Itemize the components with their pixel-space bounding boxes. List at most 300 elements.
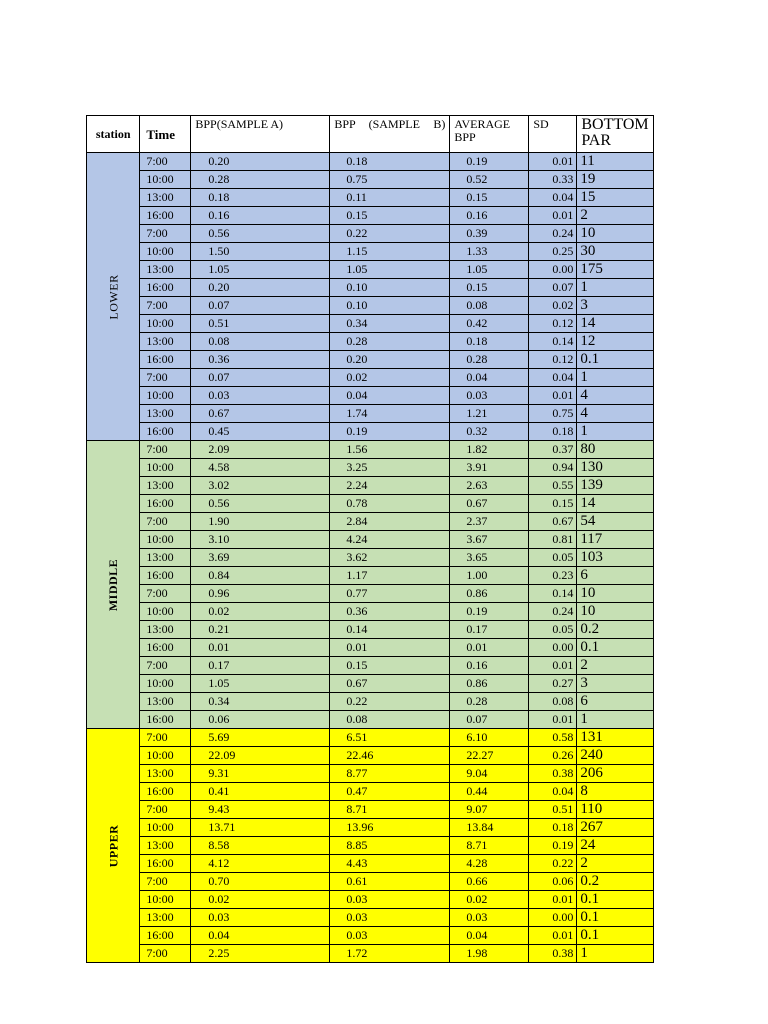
table-row	[87, 837, 654, 855]
sd-cell: 0.15	[529, 495, 577, 513]
bottom-par-cell: 131	[577, 729, 654, 747]
bottom-par-cell: 11	[577, 153, 654, 171]
sd-cell: 0.75	[529, 405, 577, 423]
table-row	[87, 549, 654, 567]
sample-b-cell: 0.75	[330, 171, 450, 189]
time-cell: 13:00	[140, 405, 191, 423]
average-cell: 0.52	[450, 171, 529, 189]
station-upper-cell	[87, 729, 140, 963]
time-cell: 10:00	[140, 459, 191, 477]
sample-b-cell: 0.22	[330, 225, 450, 243]
station-middle-cell	[87, 441, 140, 729]
sample-a-cell: 0.01	[191, 639, 330, 657]
average-cell: 0.02	[450, 891, 529, 909]
time-cell: 7:00	[140, 585, 191, 603]
sample-b-cell: 0.28	[330, 333, 450, 351]
bottom-par-cell: 240	[577, 747, 654, 765]
sample-b-cell: 1.72	[330, 945, 450, 963]
average-cell: 0.28	[450, 351, 529, 369]
time-cell: 16:00	[140, 495, 191, 513]
sample-a-cell: 1.05	[191, 261, 330, 279]
table-row	[87, 279, 654, 297]
table-row	[87, 333, 654, 351]
table-row	[87, 801, 654, 819]
sample-b-cell: 1.17	[330, 567, 450, 585]
sample-a-cell: 13.71	[191, 819, 330, 837]
table-row	[87, 243, 654, 261]
time-cell: 7:00	[140, 801, 191, 819]
average-cell: 1.00	[450, 567, 529, 585]
bottom-par-cell: 0.1	[577, 639, 654, 657]
sample-a-cell: 0.41	[191, 783, 330, 801]
average-cell: 3.91	[450, 459, 529, 477]
average-cell: 1.33	[450, 243, 529, 261]
sample-a-cell: 0.34	[191, 693, 330, 711]
sample-a-cell: 0.56	[191, 225, 330, 243]
sample-b-cell: 2.84	[330, 513, 450, 531]
sample-b-cell: 1.15	[330, 243, 450, 261]
average-cell: 1.05	[450, 261, 529, 279]
average-cell: 0.04	[450, 369, 529, 387]
sample-a-cell: 0.67	[191, 405, 330, 423]
table-row	[87, 495, 654, 513]
sd-cell: 0.81	[529, 531, 577, 549]
table-row	[87, 459, 654, 477]
sample-a-cell: 0.08	[191, 333, 330, 351]
average-cell: 0.19	[450, 603, 529, 621]
bottom-par-cell: 8	[577, 783, 654, 801]
sample-a-cell: 2.25	[191, 945, 330, 963]
sample-a-cell: 5.69	[191, 729, 330, 747]
sample-a-cell: 0.16	[191, 207, 330, 225]
sample-a-cell: 1.05	[191, 675, 330, 693]
bottom-par-cell: 6	[577, 567, 654, 585]
time-cell: 10:00	[140, 819, 191, 837]
table-row	[87, 909, 654, 927]
sd-cell: 0.00	[529, 639, 577, 657]
table-row	[87, 747, 654, 765]
time-cell: 10:00	[140, 675, 191, 693]
table-row	[87, 405, 654, 423]
average-cell: 0.39	[450, 225, 529, 243]
time-cell: 10:00	[140, 747, 191, 765]
table-row	[87, 693, 654, 711]
average-cell: 0.42	[450, 315, 529, 333]
sample-b-cell: 8.85	[330, 837, 450, 855]
sample-a-cell: 0.70	[191, 873, 330, 891]
time-cell: 13:00	[140, 765, 191, 783]
table-row	[87, 603, 654, 621]
time-cell: 7:00	[140, 873, 191, 891]
sample-a-cell: 0.28	[191, 171, 330, 189]
header-sample-b: BPP (SAMPLE B)	[330, 116, 450, 153]
sample-a-cell: 0.51	[191, 315, 330, 333]
table-row	[87, 477, 654, 495]
table-row	[87, 171, 654, 189]
sd-cell: 0.58	[529, 729, 577, 747]
sample-b-cell: 0.03	[330, 909, 450, 927]
bottom-par-cell: 0.1	[577, 891, 654, 909]
time-cell: 7:00	[140, 369, 191, 387]
time-cell: 16:00	[140, 927, 191, 945]
sd-cell: 0.05	[529, 549, 577, 567]
sample-b-cell: 0.36	[330, 603, 450, 621]
average-cell: 1.82	[450, 441, 529, 459]
sample-a-cell: 0.02	[191, 603, 330, 621]
sample-b-cell: 6.51	[330, 729, 450, 747]
time-cell: 16:00	[140, 351, 191, 369]
table-row	[87, 351, 654, 369]
sample-a-cell: 0.20	[191, 153, 330, 171]
table-row	[87, 657, 654, 675]
bottom-par-cell: 110	[577, 801, 654, 819]
time-cell: 13:00	[140, 693, 191, 711]
bottom-par-cell: 24	[577, 837, 654, 855]
sample-b-cell: 0.77	[330, 585, 450, 603]
bottom-par-cell: 117	[577, 531, 654, 549]
time-cell: 16:00	[140, 783, 191, 801]
sample-a-cell: 9.31	[191, 765, 330, 783]
table-row	[87, 225, 654, 243]
sd-cell: 0.04	[529, 189, 577, 207]
table-row	[87, 567, 654, 585]
header-station: station	[87, 116, 140, 153]
table-row	[87, 765, 654, 783]
average-cell: 9.04	[450, 765, 529, 783]
sd-cell: 0.05	[529, 621, 577, 639]
bottom-par-cell: 1	[577, 711, 654, 729]
table-row	[87, 441, 654, 459]
table-row	[87, 675, 654, 693]
sample-a-cell: 0.20	[191, 279, 330, 297]
sample-b-cell: 0.08	[330, 711, 450, 729]
table-row	[87, 207, 654, 225]
sd-cell: 0.07	[529, 279, 577, 297]
sample-b-cell: 0.61	[330, 873, 450, 891]
time-cell: 7:00	[140, 513, 191, 531]
time-cell: 13:00	[140, 837, 191, 855]
sd-cell: 0.23	[529, 567, 577, 585]
sample-a-cell: 3.02	[191, 477, 330, 495]
time-cell: 7:00	[140, 945, 191, 963]
sample-b-cell: 0.78	[330, 495, 450, 513]
table-row	[87, 855, 654, 873]
sd-cell: 0.24	[529, 225, 577, 243]
time-cell: 13:00	[140, 333, 191, 351]
sd-cell: 0.12	[529, 315, 577, 333]
sd-cell: 0.08	[529, 693, 577, 711]
sample-a-cell: 0.02	[191, 891, 330, 909]
sample-b-cell: 1.74	[330, 405, 450, 423]
bottom-par-cell: 10	[577, 603, 654, 621]
average-cell: 0.07	[450, 711, 529, 729]
average-cell: 2.63	[450, 477, 529, 495]
sd-cell: 0.25	[529, 243, 577, 261]
bottom-par-cell: 3	[577, 297, 654, 315]
time-cell: 16:00	[140, 711, 191, 729]
sample-b-cell: 22.46	[330, 747, 450, 765]
sample-b-cell: 0.15	[330, 657, 450, 675]
station-label: MIDDLE	[106, 558, 121, 611]
sd-cell: 0.06	[529, 873, 577, 891]
table-row	[87, 873, 654, 891]
bottom-par-cell: 80	[577, 441, 654, 459]
sd-cell: 0.00	[529, 261, 577, 279]
sample-b-cell: 1.05	[330, 261, 450, 279]
sample-a-cell: 0.03	[191, 387, 330, 405]
table-row	[87, 621, 654, 639]
bottom-par-cell: 30	[577, 243, 654, 261]
time-cell: 7:00	[140, 729, 191, 747]
bottom-par-cell: 0.2	[577, 621, 654, 639]
sd-cell: 0.18	[529, 423, 577, 441]
sample-a-cell: 0.06	[191, 711, 330, 729]
table-row	[87, 531, 654, 549]
table-row	[87, 423, 654, 441]
sd-cell: 0.51	[529, 801, 577, 819]
sd-cell: 0.22	[529, 855, 577, 873]
sd-cell: 0.67	[529, 513, 577, 531]
bottom-par-cell: 1	[577, 945, 654, 963]
time-cell: 10:00	[140, 243, 191, 261]
average-cell: 0.17	[450, 621, 529, 639]
sample-b-cell: 0.01	[330, 639, 450, 657]
average-cell: 22.27	[450, 747, 529, 765]
sample-b-cell: 0.04	[330, 387, 450, 405]
sample-b-cell: 2.24	[330, 477, 450, 495]
time-cell: 10:00	[140, 171, 191, 189]
average-cell: 3.67	[450, 531, 529, 549]
sample-a-cell: 0.45	[191, 423, 330, 441]
table-row	[87, 387, 654, 405]
sample-b-cell: 0.67	[330, 675, 450, 693]
sample-b-cell: 3.62	[330, 549, 450, 567]
sample-a-cell: 0.56	[191, 495, 330, 513]
average-cell: 0.32	[450, 423, 529, 441]
time-cell: 10:00	[140, 387, 191, 405]
sd-cell: 0.38	[529, 945, 577, 963]
sample-b-cell: 0.47	[330, 783, 450, 801]
table-row	[87, 729, 654, 747]
bottom-par-cell: 10	[577, 585, 654, 603]
time-cell: 16:00	[140, 207, 191, 225]
average-cell: 0.86	[450, 675, 529, 693]
bottom-par-cell: 54	[577, 513, 654, 531]
sample-a-cell: 0.84	[191, 567, 330, 585]
bottom-par-cell: 103	[577, 549, 654, 567]
sample-a-cell: 4.12	[191, 855, 330, 873]
sd-cell: 0.38	[529, 765, 577, 783]
bottom-par-cell: 175	[577, 261, 654, 279]
table-row	[87, 891, 654, 909]
sample-b-cell: 4.24	[330, 531, 450, 549]
average-cell: 0.03	[450, 909, 529, 927]
bottom-par-cell: 2	[577, 855, 654, 873]
table-row	[87, 513, 654, 531]
average-cell: 2.37	[450, 513, 529, 531]
bottom-par-cell: 130	[577, 459, 654, 477]
sample-a-cell: 2.09	[191, 441, 330, 459]
sample-b-cell: 8.71	[330, 801, 450, 819]
table-row	[87, 945, 654, 963]
sample-a-cell: 3.10	[191, 531, 330, 549]
sample-b-cell: 0.15	[330, 207, 450, 225]
header-sample-a: BPP(SAMPLE A)	[191, 116, 330, 153]
average-cell: 4.28	[450, 855, 529, 873]
sample-b-cell: 13.96	[330, 819, 450, 837]
sd-cell: 0.01	[529, 711, 577, 729]
time-cell: 16:00	[140, 279, 191, 297]
time-cell: 10:00	[140, 315, 191, 333]
sample-b-cell: 0.34	[330, 315, 450, 333]
sample-b-cell: 0.11	[330, 189, 450, 207]
time-cell: 16:00	[140, 639, 191, 657]
time-cell: 13:00	[140, 261, 191, 279]
average-cell: 3.65	[450, 549, 529, 567]
average-cell: 8.71	[450, 837, 529, 855]
sample-a-cell: 0.07	[191, 369, 330, 387]
bottom-par-cell: 12	[577, 333, 654, 351]
average-cell: 6.10	[450, 729, 529, 747]
time-cell: 16:00	[140, 855, 191, 873]
table-row	[87, 927, 654, 945]
time-cell: 10:00	[140, 603, 191, 621]
bottom-par-cell: 1	[577, 369, 654, 387]
sample-a-cell: 1.50	[191, 243, 330, 261]
sample-b-cell: 0.18	[330, 153, 450, 171]
sample-b-cell: 3.25	[330, 459, 450, 477]
bottom-par-cell: 1	[577, 423, 654, 441]
sd-cell: 0.01	[529, 927, 577, 945]
sample-b-cell: 0.10	[330, 279, 450, 297]
bottom-par-cell: 139	[577, 477, 654, 495]
time-cell: 13:00	[140, 621, 191, 639]
table-row	[87, 315, 654, 333]
sd-cell: 0.19	[529, 837, 577, 855]
table-row	[87, 585, 654, 603]
sample-a-cell: 0.07	[191, 297, 330, 315]
header-average: AVERAGE BPP	[450, 116, 529, 153]
average-cell: 0.18	[450, 333, 529, 351]
table-body	[87, 153, 654, 963]
bottom-par-cell: 6	[577, 693, 654, 711]
table-row	[87, 711, 654, 729]
sd-cell: 0.24	[529, 603, 577, 621]
sd-cell: 0.14	[529, 585, 577, 603]
bottom-par-cell: 10	[577, 225, 654, 243]
sample-b-cell: 8.77	[330, 765, 450, 783]
sd-cell: 0.33	[529, 171, 577, 189]
bottom-par-cell: 0.1	[577, 909, 654, 927]
time-cell: 13:00	[140, 909, 191, 927]
header-bottom-par: BOTTOM PAR	[577, 116, 654, 153]
sd-cell: 0.02	[529, 297, 577, 315]
time-cell: 13:00	[140, 189, 191, 207]
sample-b-cell: 0.22	[330, 693, 450, 711]
average-cell: 0.16	[450, 207, 529, 225]
sample-a-cell: 0.21	[191, 621, 330, 639]
bottom-par-cell: 1	[577, 279, 654, 297]
average-cell: 0.86	[450, 585, 529, 603]
sample-b-cell: 0.14	[330, 621, 450, 639]
time-cell: 7:00	[140, 297, 191, 315]
average-cell: 0.15	[450, 279, 529, 297]
average-cell: 0.03	[450, 387, 529, 405]
average-cell: 0.67	[450, 495, 529, 513]
average-cell: 0.16	[450, 657, 529, 675]
bottom-par-cell: 4	[577, 387, 654, 405]
bottom-par-cell: 14	[577, 315, 654, 333]
average-cell: 13.84	[450, 819, 529, 837]
header-sd: SD	[529, 116, 577, 153]
sample-a-cell: 0.03	[191, 909, 330, 927]
time-cell: 10:00	[140, 531, 191, 549]
station-label: UPPER	[106, 824, 121, 867]
sd-cell: 0.01	[529, 207, 577, 225]
time-cell: 7:00	[140, 153, 191, 171]
average-cell: 1.98	[450, 945, 529, 963]
sd-cell: 0.55	[529, 477, 577, 495]
sd-cell: 0.04	[529, 783, 577, 801]
table-row	[87, 153, 654, 171]
average-cell: 0.04	[450, 927, 529, 945]
table-row	[87, 783, 654, 801]
sample-b-cell: 1.56	[330, 441, 450, 459]
sample-b-cell: 4.43	[330, 855, 450, 873]
sample-a-cell: 0.96	[191, 585, 330, 603]
sample-a-cell: 0.17	[191, 657, 330, 675]
bottom-par-cell: 4	[577, 405, 654, 423]
sd-cell: 0.01	[529, 153, 577, 171]
average-cell: 9.07	[450, 801, 529, 819]
sample-b-cell: 0.10	[330, 297, 450, 315]
average-cell: 0.15	[450, 189, 529, 207]
table-row	[87, 261, 654, 279]
sd-cell: 0.01	[529, 657, 577, 675]
sd-cell: 0.26	[529, 747, 577, 765]
sample-a-cell: 0.18	[191, 189, 330, 207]
time-cell: 7:00	[140, 657, 191, 675]
sd-cell: 0.04	[529, 369, 577, 387]
average-cell: 0.01	[450, 639, 529, 657]
bottom-par-cell: 2	[577, 207, 654, 225]
bottom-par-cell: 19	[577, 171, 654, 189]
sample-b-cell: 0.02	[330, 369, 450, 387]
sd-cell: 0.27	[529, 675, 577, 693]
bottom-par-cell: 0.1	[577, 351, 654, 369]
bpp-data-table	[86, 115, 654, 963]
time-cell: 16:00	[140, 567, 191, 585]
sd-cell: 0.14	[529, 333, 577, 351]
bottom-par-cell: 206	[577, 765, 654, 783]
table-row	[87, 297, 654, 315]
table-row	[87, 819, 654, 837]
sample-a-cell: 8.58	[191, 837, 330, 855]
time-cell: 7:00	[140, 441, 191, 459]
bottom-par-cell: 267	[577, 819, 654, 837]
bottom-par-cell: 3	[577, 675, 654, 693]
average-cell: 1.21	[450, 405, 529, 423]
table-row	[87, 369, 654, 387]
average-cell: 0.66	[450, 873, 529, 891]
header-time: Time	[140, 116, 191, 153]
table-row	[87, 639, 654, 657]
sample-a-cell: 9.43	[191, 801, 330, 819]
sd-cell: 0.94	[529, 459, 577, 477]
average-cell: 0.28	[450, 693, 529, 711]
header-row	[87, 116, 654, 153]
average-cell: 0.44	[450, 783, 529, 801]
